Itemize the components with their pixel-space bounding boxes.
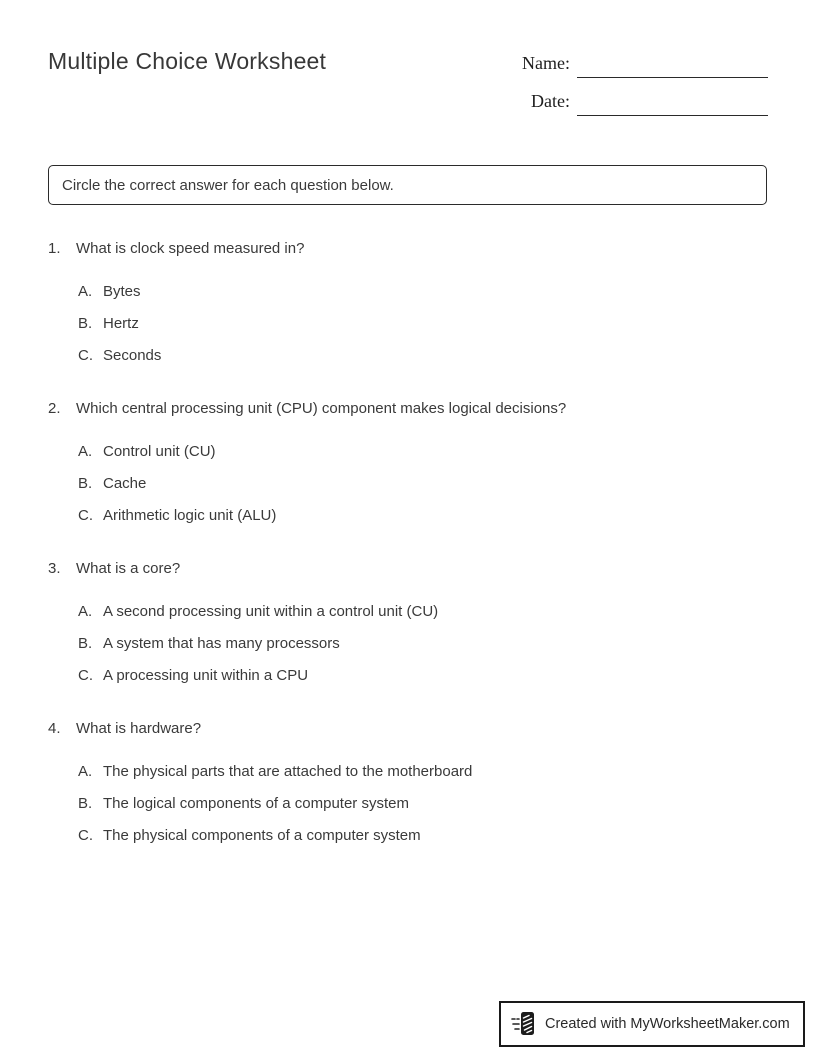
option-text: Seconds [103, 347, 162, 364]
question-list [48, 239, 768, 879]
options-list [78, 762, 768, 845]
date-field-row [522, 88, 768, 116]
option-letter: B. [78, 315, 93, 332]
footer-credit-text: Created with MyWorksheetMaker.com [545, 1016, 790, 1032]
options-list [78, 282, 768, 365]
options-list [78, 602, 768, 685]
option-b [78, 634, 768, 653]
option-text: A second processing unit within a control unit (CU) [103, 603, 439, 620]
option-c [78, 666, 768, 685]
question-text: What is hardware? [76, 720, 202, 737]
question-number: 3. [48, 560, 61, 577]
option-letter: C. [78, 347, 93, 364]
question-text: What is a core? [76, 560, 181, 577]
name-blank-line[interactable] [577, 50, 768, 78]
header-fields [522, 50, 768, 126]
question-2 [48, 399, 768, 525]
option-letter: C. [78, 507, 93, 524]
option-c [78, 346, 768, 365]
option-letter: B. [78, 635, 93, 652]
option-letter: A. [78, 603, 93, 620]
page-title: Multiple Choice Worksheet [48, 48, 327, 74]
option-text: Hertz [103, 315, 139, 332]
option-letter: B. [78, 795, 93, 812]
option-letter: A. [78, 283, 93, 300]
option-text: The logical components of a computer system [103, 795, 409, 812]
question-text: Which central processing unit (CPU) component makes logical decisions? [76, 400, 567, 417]
date-label: Date: [531, 91, 570, 111]
worksheet-maker-logo-icon [511, 1010, 537, 1038]
option-a [78, 762, 768, 781]
option-letter: B. [78, 475, 93, 492]
option-text: A system that has many processors [103, 635, 340, 652]
option-text: A processing unit within a CPU [103, 667, 309, 684]
option-letter: A. [78, 443, 93, 460]
question-4 [48, 719, 768, 845]
option-c [78, 826, 768, 845]
question-1 [48, 239, 768, 365]
instructions-box [48, 165, 767, 205]
question-3 [48, 559, 768, 685]
option-letter: A. [78, 763, 93, 780]
options-list [78, 442, 768, 525]
option-a [78, 442, 768, 461]
option-letter: C. [78, 667, 93, 684]
date-blank-line[interactable] [577, 88, 768, 116]
option-text: Bytes [103, 283, 141, 300]
option-a [78, 282, 768, 301]
option-b [78, 794, 768, 813]
option-text: Cache [103, 475, 147, 492]
option-b [78, 474, 768, 493]
question-number: 1. [48, 240, 61, 257]
option-text: The physical parts that are attached to the motherboard [103, 763, 473, 780]
option-b [78, 314, 768, 333]
question-number: 2. [48, 400, 61, 417]
option-text: Arithmetic logic unit (ALU) [103, 507, 277, 524]
instructions-text: Circle the correct answer for each question below. [62, 176, 394, 194]
question-text: What is clock speed measured in? [76, 240, 305, 257]
option-text: The physical components of a computer system [103, 827, 421, 844]
option-text: Control unit (CU) [103, 443, 216, 460]
option-c [78, 506, 768, 525]
footer-credit-badge[interactable] [499, 1001, 805, 1047]
name-label: Name: [522, 53, 570, 73]
name-field-row [522, 50, 768, 78]
question-number: 4. [48, 720, 61, 737]
option-a [78, 602, 768, 621]
option-letter: C. [78, 827, 93, 844]
